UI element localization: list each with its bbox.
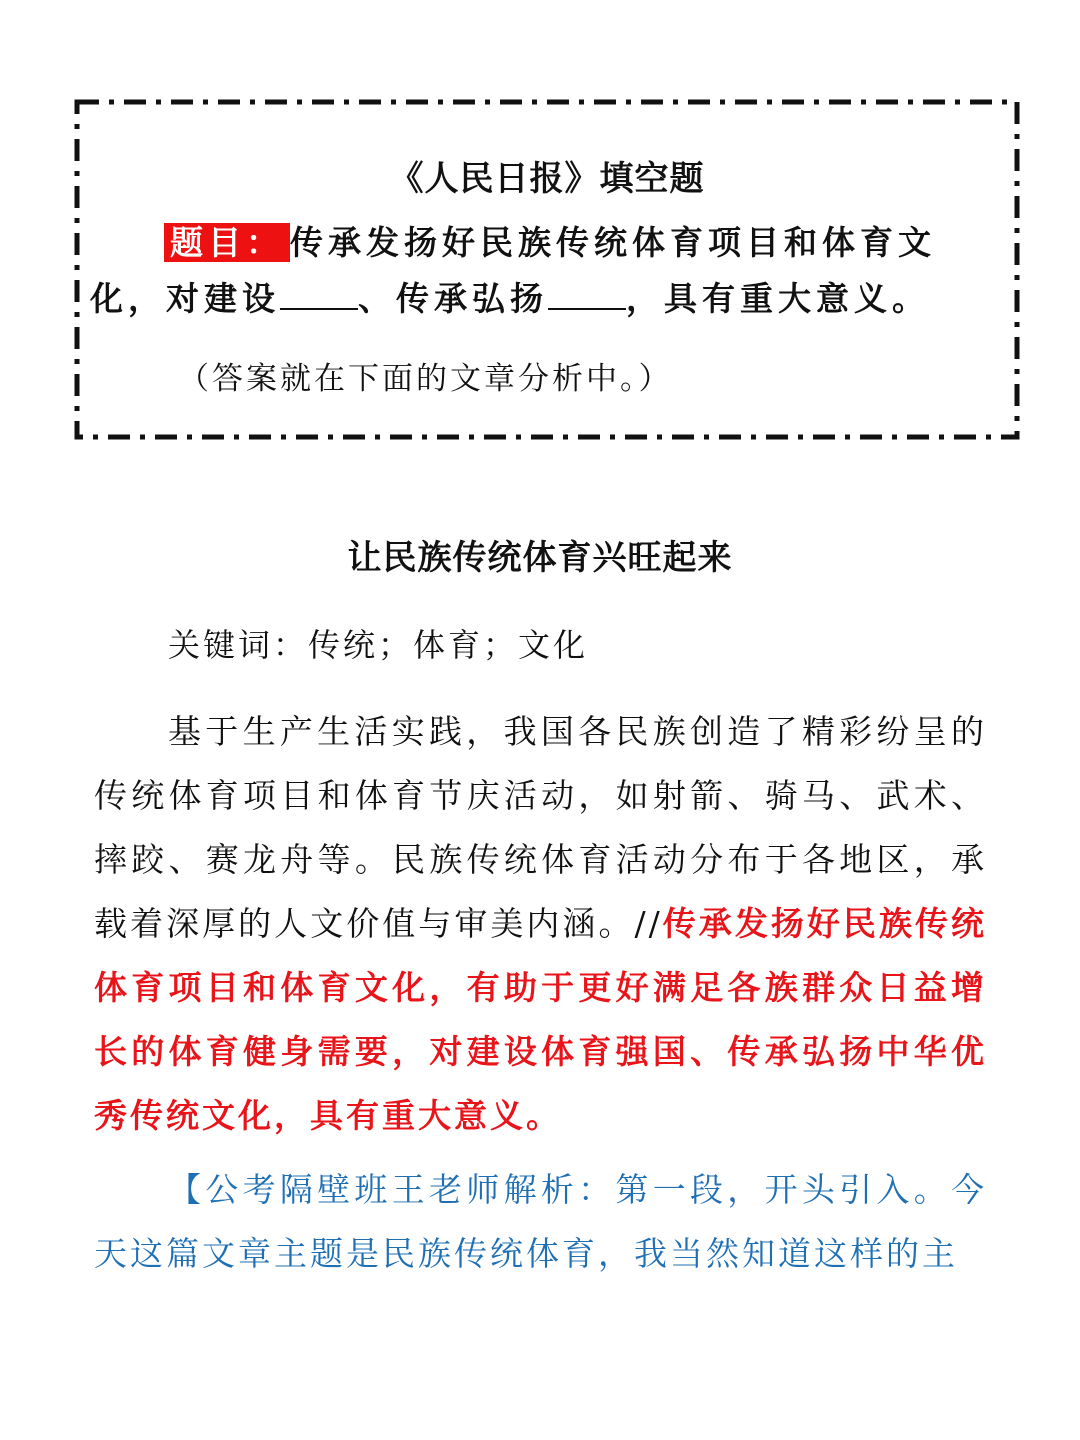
question-label: 题目： xyxy=(164,223,290,262)
quiz-note: （答案就在下面的文章分析中。） xyxy=(178,361,673,397)
article-title: 让民族传统体育兴旺起来 xyxy=(347,538,733,578)
question-text-2: 、传承弘扬 xyxy=(358,279,548,318)
paragraph-1 xyxy=(94,700,987,1148)
quiz-title: 《人民日报》填空题 xyxy=(389,159,705,199)
question-text-1: 传承发扬好民族传统体育项目和体育文化，对建设 xyxy=(90,223,936,318)
quiz-question xyxy=(90,215,998,327)
quiz-box xyxy=(74,99,1020,440)
keywords: 关键词：传统；体育；文化 xyxy=(168,626,589,664)
paragraph-1-text: 基于生产生活实践，我国各民族创造了精彩纷呈的传统体育项目和体育节庆活动，如射箭、骑马、武术、摔跤、赛龙舟等。民族传统体育活动分布于各地区，承载着深厚的人文价值与审美内涵。// xyxy=(94,712,987,943)
analysis-paragraph: 【公考隔壁班王老师解析：第一段，开头引入。今天这篇文章主题是民族传统体育，我当然知道这样的主 xyxy=(94,1170,987,1273)
blank-1 xyxy=(280,278,358,310)
highlight-sentence: 传承发扬好民族传统体育项目和体育文化，有助于更好满足各族群众日益增长的体育健身需要，对建设体育强国、传承弘扬中华优秀传统文化，具有重大意义。 xyxy=(94,904,987,1135)
question-text-3: ，具有重大意义。 xyxy=(626,279,930,318)
blank-2 xyxy=(548,278,626,310)
